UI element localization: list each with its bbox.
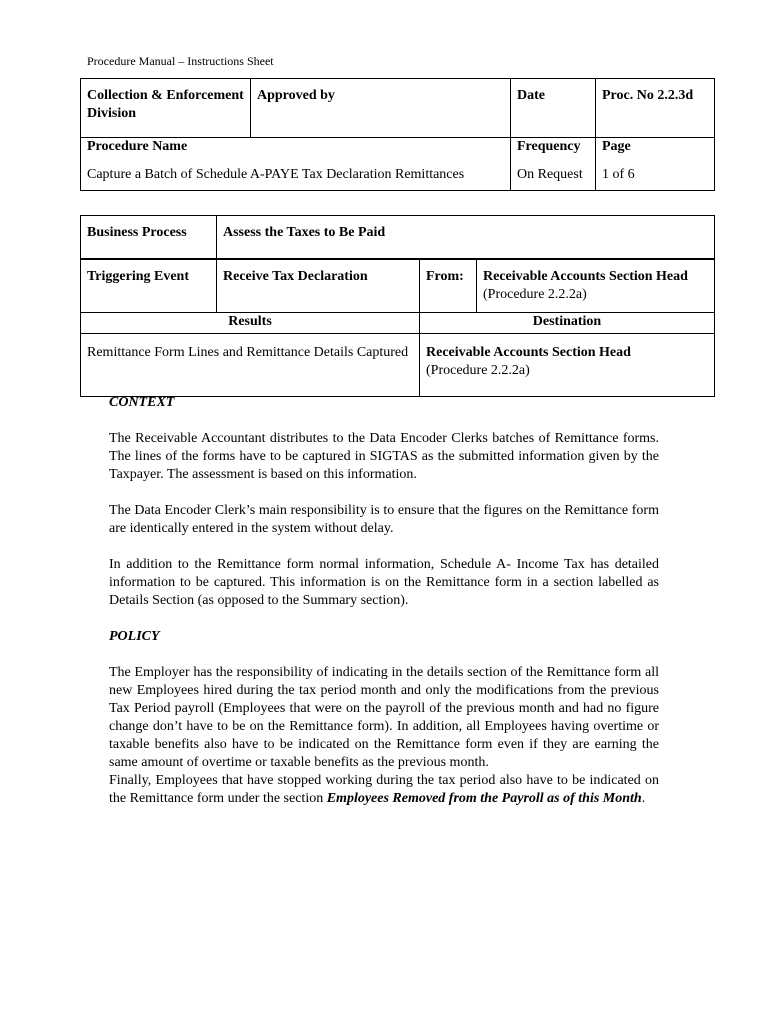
destination-header: Destination — [420, 313, 715, 334]
destination-name: Receivable Accounts Section Head — [426, 345, 631, 360]
business-process-table — [80, 215, 715, 397]
context-paragraph-1: The Receivable Accountant distributes to the Data Encoder Clerks batches of Remittance forms. The lines of the forms have to be captured in SIGTAS as the submitted information given by the Taxpayer. The assessment is based on this information. — [109, 431, 659, 482]
procedure-name-cell — [81, 138, 511, 191]
document-header: Procedure Manual – Instructions Sheet — [87, 54, 274, 68]
policy-p2-emphasis: Employees Removed from the Payroll as of this Month — [326, 791, 642, 806]
context-heading: CONTEXT — [109, 395, 175, 410]
results-value: Remittance Form Lines and Remittance Details Captured — [81, 334, 420, 397]
policy-p2-start: Finally, Employees that have stopped working during the tax period also have to be indicated on the Remittance form under the section — [109, 773, 659, 806]
division-cell: Collection & Enforcement Division — [81, 79, 251, 138]
triggering-event-label: Triggering Event — [81, 259, 217, 313]
context-paragraph-3: In addition to the Remittance form normal information, Schedule A- Income Tax has detailed information to be captured. This information is on the Remittance form in a section labelled as Details Section (as opposed to the Summary section). — [109, 557, 659, 608]
context-paragraph-2: The Data Encoder Clerk’s main responsibility is to ensure that the figures on the Remittance form are identically entered in the system without delay. — [109, 503, 659, 536]
destination-ref: (Procedure 2.2.2a) — [426, 363, 530, 378]
policy-paragraph-2 — [109, 772, 659, 808]
policy-paragraph-1: The Employer has the responsibility of indicating in the details section of the Remittance form all new Employees hired during the tax period month and only the modifications from the previous Tax Period payroll (Employees that were on the payroll of the previous month and had no figure change don’t have to be on the Remittance form). In addition, all Employees having overtime or taxable benefits also have to be indicated on the Remittance form even if they are earning the same amount of overtime or taxable benefits as the previous month. — [109, 665, 659, 770]
procedure-info-table — [80, 78, 715, 191]
frequency-label: Frequency — [517, 139, 581, 154]
from-cell — [477, 259, 715, 313]
page-label: Page — [602, 139, 631, 154]
from-name: Receivable Accounts Section Head — [483, 269, 688, 284]
destination-cell — [420, 334, 715, 397]
policy-heading: POLICY — [109, 629, 160, 644]
from-ref: (Procedure 2.2.2a) — [483, 287, 587, 302]
business-process-label: Business Process — [81, 216, 217, 260]
results-header: Results — [81, 313, 420, 334]
frequency-cell — [511, 138, 596, 191]
triggering-event-value: Receive Tax Declaration — [217, 259, 420, 313]
business-process-value: Assess the Taxes to Be Paid — [217, 216, 715, 260]
date-cell: Date — [511, 79, 596, 138]
proc-no-cell: Proc. No 2.2.3d — [596, 79, 715, 138]
procedure-name-value: Capture a Batch of Schedule A-PAYE Tax Declaration Remittances — [87, 167, 465, 182]
procedure-name-label: Procedure Name — [87, 139, 188, 154]
page-cell — [596, 138, 715, 191]
body-content — [109, 394, 659, 808]
page-value: 1 of 6 — [602, 167, 635, 182]
policy-p2-end: . — [641, 791, 646, 806]
from-label: From: — [420, 259, 477, 313]
approved-by-cell: Approved by — [251, 79, 511, 138]
frequency-value: On Request — [517, 167, 583, 182]
